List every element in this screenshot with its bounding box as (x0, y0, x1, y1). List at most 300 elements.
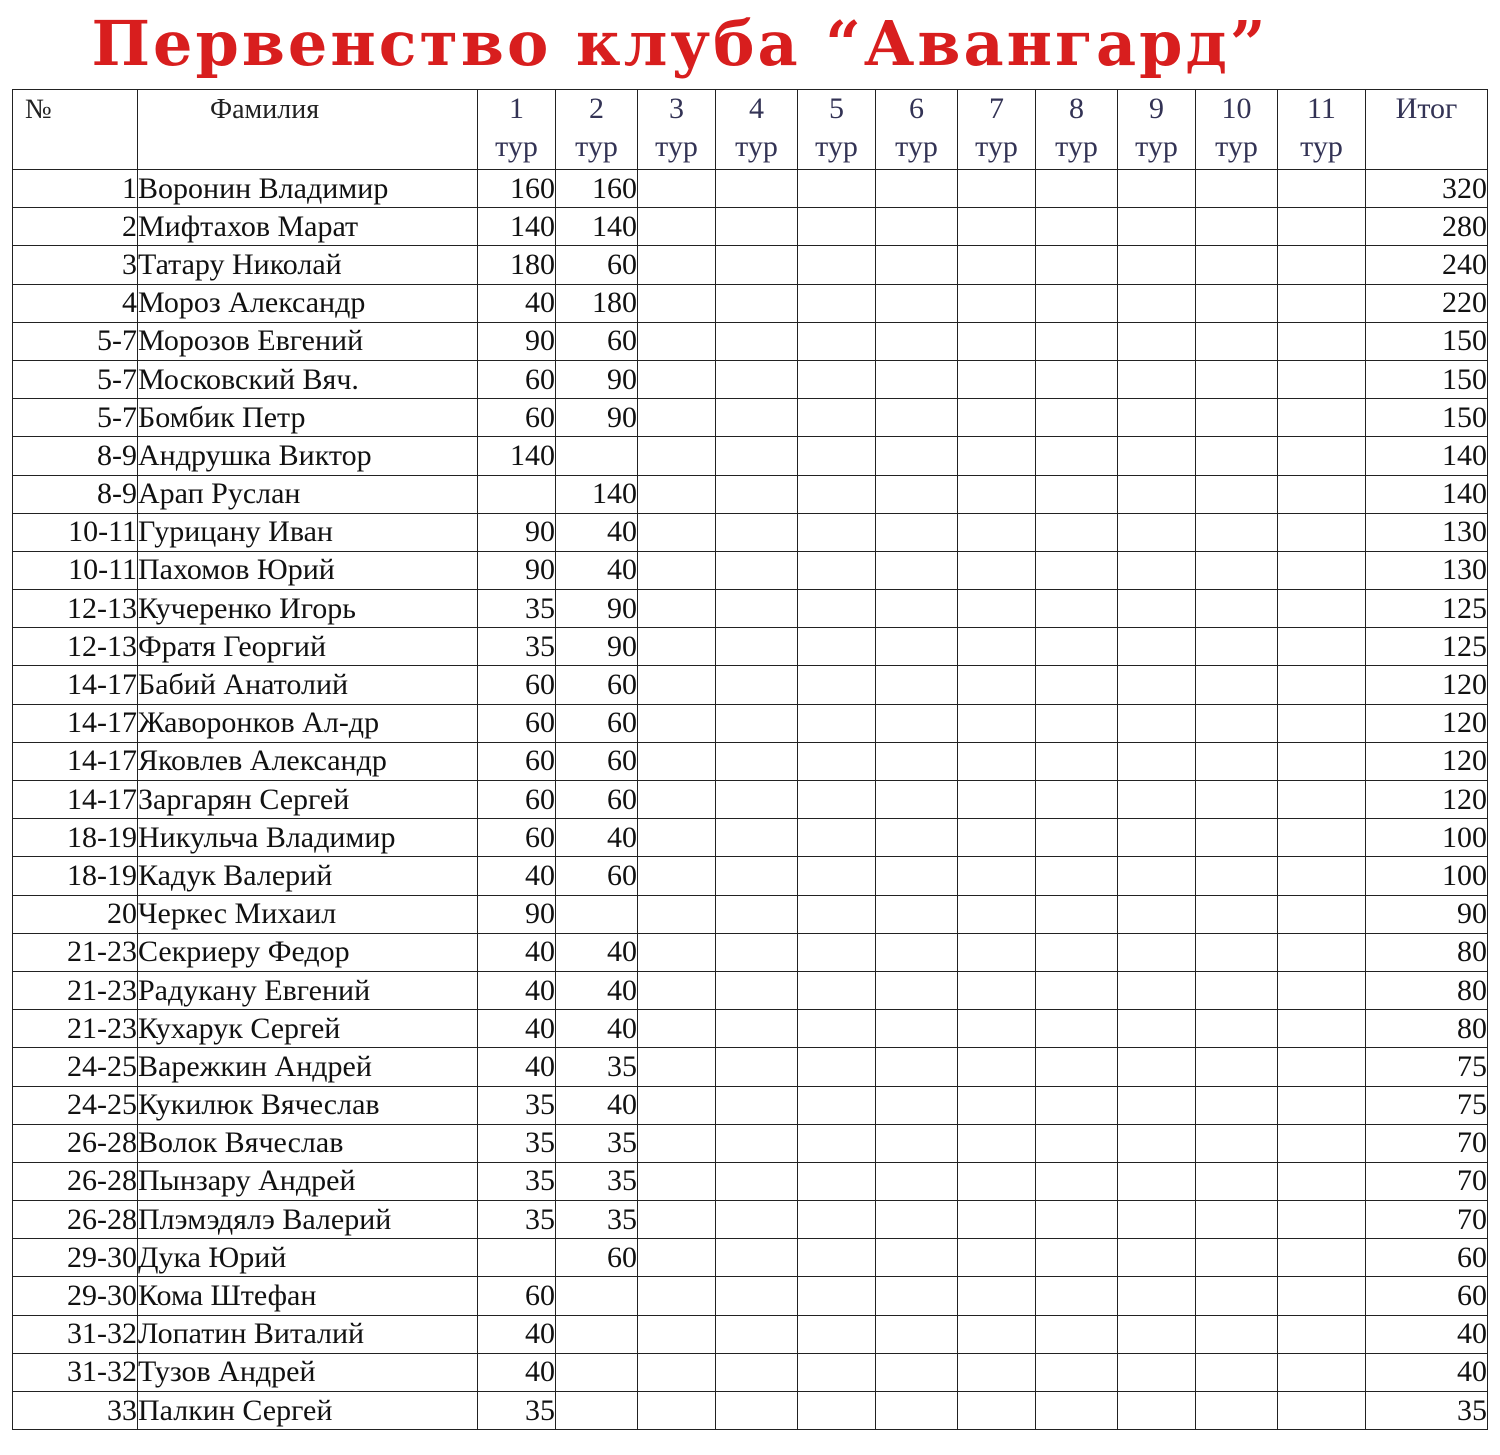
name-cell: Московский Вяч. (138, 360, 478, 398)
tour-9-score (1118, 551, 1196, 589)
tour-1-score (478, 1239, 556, 1277)
name-cell: Бабий Анатолий (138, 666, 478, 704)
tour-2-score (556, 437, 638, 475)
tour-3-score (638, 1392, 716, 1430)
tour-6-score (876, 1353, 958, 1391)
name-cell: Кадук Валерий (138, 857, 478, 895)
tour-label: тур (815, 130, 858, 163)
tour-3-score (638, 360, 716, 398)
tour-1-score: 140 (478, 208, 556, 246)
tour-1-score: 40 (478, 1315, 556, 1353)
tour-6-score (876, 933, 958, 971)
tour-11-score (1278, 551, 1366, 589)
tour-11-score (1278, 284, 1366, 322)
place-cell: 18-19 (13, 857, 138, 895)
tour-1-score: 40 (478, 971, 556, 1009)
tour-label: тур (1215, 130, 1258, 163)
tour-6-score (876, 1010, 958, 1048)
tour-3-score (638, 590, 716, 628)
tour-5-score (798, 1315, 876, 1353)
total-cell: 140 (1366, 475, 1488, 513)
table-row (13, 590, 1488, 628)
tour-3-score (638, 437, 716, 475)
tour-1-score: 40 (478, 933, 556, 971)
tour-11-score (1278, 895, 1366, 933)
tour-7-score (958, 895, 1036, 933)
tour-9-score (1118, 1277, 1196, 1315)
total-cell: 60 (1366, 1239, 1488, 1277)
tour-9-score (1118, 1392, 1196, 1430)
tour-3-score (638, 1315, 716, 1353)
tour-6-score (876, 513, 958, 551)
tour-5-score (798, 1353, 876, 1391)
tour-2-score (556, 1353, 638, 1391)
tour-1-score: 90 (478, 551, 556, 589)
tour-4-score (716, 666, 798, 704)
name-cell: Андрушка Виктор (138, 437, 478, 475)
tour-1-score: 40 (478, 857, 556, 895)
tour-10-score (1196, 704, 1278, 742)
tour-6-score (876, 246, 958, 284)
column-header-tour-1 (478, 90, 556, 170)
tour-2-score: 40 (556, 933, 638, 971)
tour-1-score: 40 (478, 284, 556, 322)
tour-6-score (876, 781, 958, 819)
name-cell: Никульча Владимир (138, 819, 478, 857)
tour-6-score (876, 590, 958, 628)
tour-label: тур (735, 130, 778, 163)
tour-7-score (958, 437, 1036, 475)
total-cell: 70 (1366, 1201, 1488, 1239)
tour-4-score (716, 322, 798, 360)
tour-1-score: 60 (478, 360, 556, 398)
tour-5-score (798, 781, 876, 819)
total-cell: 150 (1366, 399, 1488, 437)
tour-7-score (958, 1277, 1036, 1315)
column-header-tour-2 (556, 90, 638, 170)
tour-10-score (1196, 933, 1278, 971)
table-row (13, 819, 1488, 857)
tour-4-score (716, 399, 798, 437)
tour-label: тур (1055, 130, 1098, 163)
total-cell: 320 (1366, 170, 1488, 208)
tour-7-score (958, 1392, 1036, 1430)
tour-1-score: 60 (478, 742, 556, 780)
place-cell: 12-13 (13, 628, 138, 666)
total-cell: 90 (1366, 895, 1488, 933)
tour-5-score (798, 590, 876, 628)
table-row (13, 437, 1488, 475)
table-row (13, 551, 1488, 589)
tour-9-score (1118, 1353, 1196, 1391)
column-header-name: Фамилия (138, 90, 478, 170)
name-cell: Морозов Евгений (138, 322, 478, 360)
tour-7-score (958, 1010, 1036, 1048)
tour-11-score (1278, 513, 1366, 551)
tour-6-score (876, 666, 958, 704)
tour-7-score (958, 628, 1036, 666)
tour-4-score (716, 1162, 798, 1200)
tour-2-score: 35 (556, 1162, 638, 1200)
tour-7-score (958, 933, 1036, 971)
tour-3-score (638, 475, 716, 513)
tour-7-score (958, 170, 1036, 208)
tour-4-score (716, 437, 798, 475)
place-cell: 26-28 (13, 1201, 138, 1239)
tour-2-score: 40 (556, 1010, 638, 1048)
tour-9-score (1118, 1162, 1196, 1200)
tour-11-score (1278, 1124, 1366, 1162)
tour-7-score (958, 1353, 1036, 1391)
tour-5-score (798, 360, 876, 398)
tour-9-score (1118, 322, 1196, 360)
tour-2-score: 60 (556, 857, 638, 895)
name-cell: Палкин Сергей (138, 1392, 478, 1430)
tour-6-score (876, 551, 958, 589)
tour-7-score (958, 704, 1036, 742)
name-cell: Пахомов Юрий (138, 551, 478, 589)
tour-number: 3 (669, 92, 684, 125)
tour-8-score (1036, 284, 1118, 322)
name-cell: Кукилюк Вячеслав (138, 1086, 478, 1124)
tour-5-score (798, 399, 876, 437)
table-row (13, 284, 1488, 322)
tour-8-score (1036, 628, 1118, 666)
tour-8-score (1036, 399, 1118, 437)
tour-10-score (1196, 742, 1278, 780)
tour-10-score (1196, 1353, 1278, 1391)
place-cell: 2 (13, 208, 138, 246)
place-cell: 4 (13, 284, 138, 322)
tour-7-score (958, 551, 1036, 589)
tour-10-score (1196, 322, 1278, 360)
column-header-tour-10 (1196, 90, 1278, 170)
tour-4-score (716, 513, 798, 551)
column-header-tour-4 (716, 90, 798, 170)
tour-9-score (1118, 1048, 1196, 1086)
name-cell: Кухарук Сергей (138, 1010, 478, 1048)
table-row (13, 1315, 1488, 1353)
tour-11-score (1278, 666, 1366, 704)
table-row (13, 1086, 1488, 1124)
tour-6-score (876, 208, 958, 246)
tour-1-score: 40 (478, 1353, 556, 1391)
tour-3-score (638, 322, 716, 360)
tour-10-score (1196, 666, 1278, 704)
tour-3-score (638, 170, 716, 208)
tour-7-score (958, 742, 1036, 780)
tour-9-score (1118, 475, 1196, 513)
name-cell: Варежкин Андрей (138, 1048, 478, 1086)
tour-4-score (716, 895, 798, 933)
table-row (13, 170, 1488, 208)
tour-11-score (1278, 1048, 1366, 1086)
name-cell: Тузов Андрей (138, 1353, 478, 1391)
page-title: Первенство клуба “Авангард” (91, 7, 1269, 80)
name-cell: Бомбик Петр (138, 399, 478, 437)
tour-2-score: 140 (556, 208, 638, 246)
tour-3-score (638, 1162, 716, 1200)
name-cell: Жаворонков Ал-др (138, 704, 478, 742)
table-row (13, 475, 1488, 513)
tour-label: тур (655, 130, 698, 163)
tour-7-score (958, 1239, 1036, 1277)
tour-4-score (716, 208, 798, 246)
place-cell: 5-7 (13, 360, 138, 398)
tour-10-score (1196, 971, 1278, 1009)
total-cell: 130 (1366, 551, 1488, 589)
tour-4-score (716, 590, 798, 628)
tour-11-score (1278, 322, 1366, 360)
tour-7-score (958, 857, 1036, 895)
tour-8-score (1036, 551, 1118, 589)
tour-3-score (638, 208, 716, 246)
tour-2-score: 60 (556, 666, 638, 704)
tour-4-score (716, 284, 798, 322)
tour-4-score (716, 246, 798, 284)
total-cell: 120 (1366, 742, 1488, 780)
tour-1-score: 90 (478, 513, 556, 551)
tour-number: 4 (749, 92, 764, 125)
tour-4-score (716, 704, 798, 742)
table-row (13, 360, 1488, 398)
name-cell: Радукану Евгений (138, 971, 478, 1009)
header-row (13, 90, 1488, 170)
name-cell: Плэмэдялэ Валерий (138, 1201, 478, 1239)
tour-6-score (876, 284, 958, 322)
tour-9-score (1118, 1239, 1196, 1277)
tour-9-score (1118, 857, 1196, 895)
tour-5-score (798, 513, 876, 551)
tour-7-score (958, 819, 1036, 857)
tour-3-score (638, 1124, 716, 1162)
tour-6-score (876, 704, 958, 742)
tour-8-score (1036, 1048, 1118, 1086)
tour-4-score (716, 742, 798, 780)
tour-1-score: 35 (478, 628, 556, 666)
tour-1-score (478, 475, 556, 513)
tour-label: тур (895, 130, 938, 163)
tour-5-score (798, 284, 876, 322)
place-cell: 14-17 (13, 742, 138, 780)
tour-10-score (1196, 857, 1278, 895)
tour-2-score: 40 (556, 971, 638, 1009)
tour-4-score (716, 1201, 798, 1239)
tour-6-score (876, 971, 958, 1009)
place-cell: 26-28 (13, 1124, 138, 1162)
tour-9-score (1118, 437, 1196, 475)
tour-3-score (638, 1201, 716, 1239)
tour-5-score (798, 551, 876, 589)
place-cell: 21-23 (13, 1010, 138, 1048)
tour-8-score (1036, 1010, 1118, 1048)
tour-5-score (798, 1277, 876, 1315)
tour-10-score (1196, 1277, 1278, 1315)
tour-3-score (638, 704, 716, 742)
place-cell: 31-32 (13, 1353, 138, 1391)
tour-1-score: 35 (478, 590, 556, 628)
tour-2-score: 35 (556, 1048, 638, 1086)
total-cell: 60 (1366, 1277, 1488, 1315)
tour-9-score (1118, 1010, 1196, 1048)
tour-4-score (716, 628, 798, 666)
tour-11-score (1278, 857, 1366, 895)
tour-9-score (1118, 933, 1196, 971)
total-cell: 220 (1366, 284, 1488, 322)
tour-2-score: 180 (556, 284, 638, 322)
tour-number: 11 (1307, 92, 1336, 125)
total-cell: 120 (1366, 781, 1488, 819)
tour-4-score (716, 1277, 798, 1315)
tour-8-score (1036, 1162, 1118, 1200)
table-row (13, 666, 1488, 704)
tour-10-score (1196, 513, 1278, 551)
place-cell: 8-9 (13, 437, 138, 475)
tour-3-score (638, 666, 716, 704)
tour-5-score (798, 475, 876, 513)
tour-7-score (958, 1124, 1036, 1162)
place-cell: 5-7 (13, 399, 138, 437)
total-cell: 40 (1366, 1353, 1488, 1391)
tour-2-score: 40 (556, 819, 638, 857)
tour-2-score: 60 (556, 1239, 638, 1277)
tour-11-score (1278, 1010, 1366, 1048)
name-cell: Пынзару Андрей (138, 1162, 478, 1200)
place-cell: 10-11 (13, 551, 138, 589)
tour-10-score (1196, 1010, 1278, 1048)
tour-11-score (1278, 781, 1366, 819)
tour-11-score (1278, 742, 1366, 780)
tour-6-score (876, 360, 958, 398)
tour-4-score (716, 1392, 798, 1430)
tour-4-score (716, 551, 798, 589)
place-cell: 18-19 (13, 819, 138, 857)
tour-6-score (876, 819, 958, 857)
tour-11-score (1278, 704, 1366, 742)
tour-8-score (1036, 742, 1118, 780)
tour-11-score (1278, 1315, 1366, 1353)
tour-7-score (958, 513, 1036, 551)
tour-5-score (798, 1162, 876, 1200)
name-cell: Дука Юрий (138, 1239, 478, 1277)
tour-2-score: 90 (556, 399, 638, 437)
tour-6-score (876, 1201, 958, 1239)
tour-8-score (1036, 781, 1118, 819)
tour-4-score (716, 1124, 798, 1162)
tour-2-score: 40 (556, 551, 638, 589)
tour-6-score (876, 1124, 958, 1162)
tour-4-score (716, 1315, 798, 1353)
tour-2-score: 90 (556, 360, 638, 398)
tour-11-score (1278, 1162, 1366, 1200)
name-cell: Татару Николай (138, 246, 478, 284)
tour-8-score (1036, 1124, 1118, 1162)
tour-number: 8 (1069, 92, 1084, 125)
tour-6-score (876, 742, 958, 780)
tour-9-score (1118, 399, 1196, 437)
total-cell: 150 (1366, 360, 1488, 398)
tour-10-score (1196, 1239, 1278, 1277)
place-cell: 26-28 (13, 1162, 138, 1200)
tour-4-score (716, 1086, 798, 1124)
tour-7-score (958, 666, 1036, 704)
tour-10-score (1196, 895, 1278, 933)
tour-6-score (876, 399, 958, 437)
tour-11-score (1278, 1201, 1366, 1239)
tour-10-score (1196, 781, 1278, 819)
tour-11-score (1278, 1239, 1366, 1277)
place-cell: 1 (13, 170, 138, 208)
tour-6-score (876, 628, 958, 666)
tour-2-score: 60 (556, 246, 638, 284)
place-cell: 14-17 (13, 781, 138, 819)
table-row (13, 1392, 1488, 1430)
tour-7-score (958, 1201, 1036, 1239)
tour-11-score (1278, 971, 1366, 1009)
tour-9-score (1118, 1315, 1196, 1353)
tour-7-score (958, 475, 1036, 513)
tour-8-score (1036, 475, 1118, 513)
tour-6-score (876, 1392, 958, 1430)
total-cell: 80 (1366, 1010, 1488, 1048)
tour-11-score (1278, 1353, 1366, 1391)
total-cell: 125 (1366, 590, 1488, 628)
tour-11-score (1278, 399, 1366, 437)
tour-8-score (1036, 857, 1118, 895)
place-cell: 3 (13, 246, 138, 284)
tour-2-score (556, 1315, 638, 1353)
tour-5-score (798, 1124, 876, 1162)
tour-1-score: 60 (478, 1277, 556, 1315)
tour-3-score (638, 742, 716, 780)
name-cell: Мороз Александр (138, 284, 478, 322)
tour-7-score (958, 284, 1036, 322)
table-row (13, 1201, 1488, 1239)
tour-10-score (1196, 284, 1278, 322)
tour-9-score (1118, 590, 1196, 628)
table-row (13, 208, 1488, 246)
tour-10-score (1196, 246, 1278, 284)
tour-8-score (1036, 1201, 1118, 1239)
place-cell: 29-30 (13, 1277, 138, 1315)
total-cell: 150 (1366, 322, 1488, 360)
tour-4-score (716, 1353, 798, 1391)
tour-10-score (1196, 360, 1278, 398)
total-cell: 125 (1366, 628, 1488, 666)
tour-2-score: 60 (556, 742, 638, 780)
tour-5-score (798, 666, 876, 704)
tour-10-score (1196, 551, 1278, 589)
tour-8-score (1036, 1277, 1118, 1315)
tour-5-score (798, 933, 876, 971)
tour-8-score (1036, 1353, 1118, 1391)
tour-10-score (1196, 1162, 1278, 1200)
tour-7-score (958, 590, 1036, 628)
tour-5-score (798, 208, 876, 246)
tour-1-score: 60 (478, 399, 556, 437)
tour-11-score (1278, 1392, 1366, 1430)
tour-10-score (1196, 170, 1278, 208)
tour-7-score (958, 971, 1036, 1009)
place-cell: 8-9 (13, 475, 138, 513)
tour-9-score (1118, 284, 1196, 322)
column-header-tour-3 (638, 90, 716, 170)
tour-label: тур (495, 130, 538, 163)
tour-2-score: 35 (556, 1201, 638, 1239)
tour-number: 10 (1221, 92, 1252, 125)
place-cell: 24-25 (13, 1048, 138, 1086)
tour-5-score (798, 704, 876, 742)
